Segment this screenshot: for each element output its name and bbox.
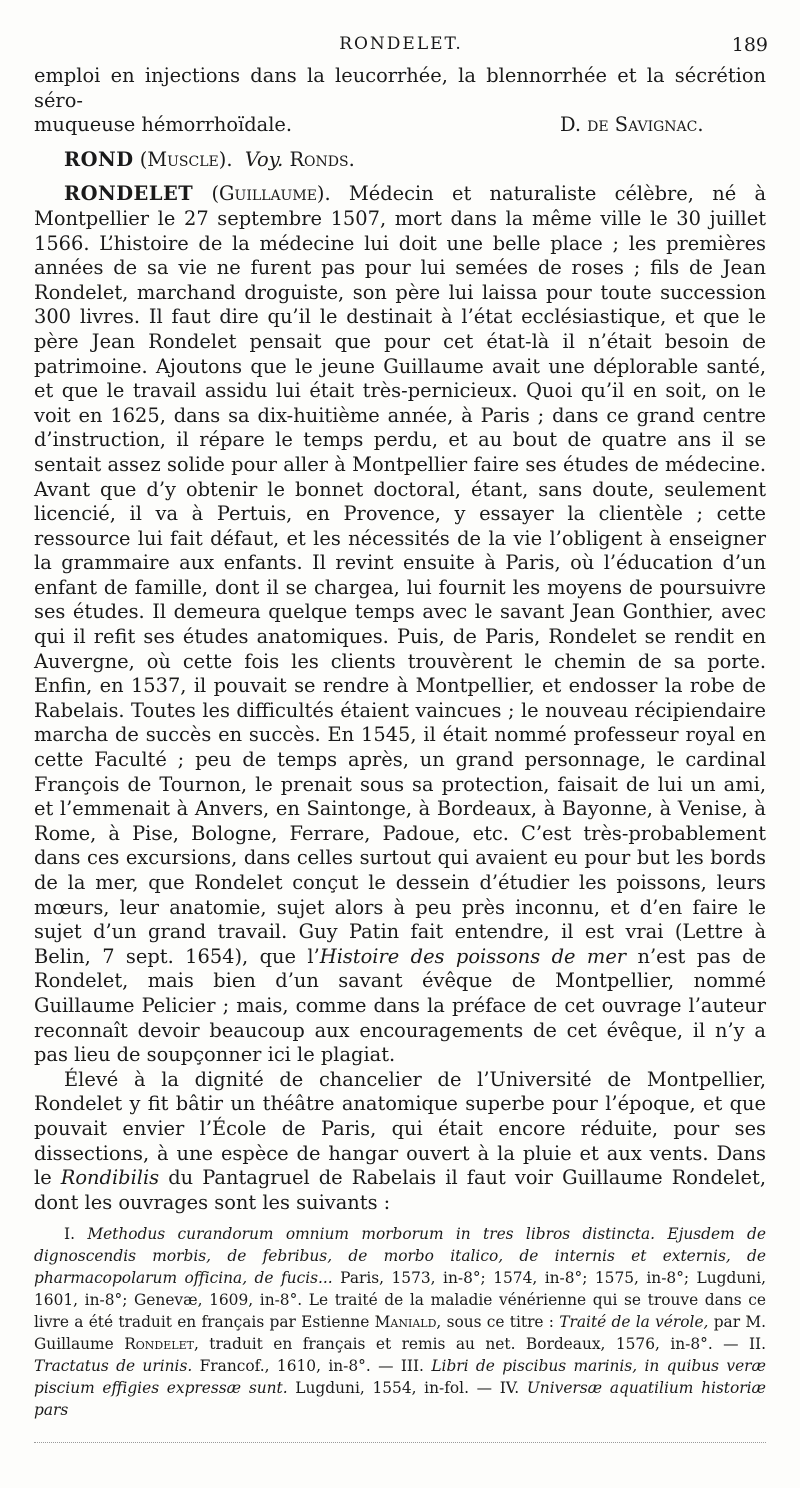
intro-paragraph bbox=[34, 64, 766, 113]
biblio-rondelet: Rondelet bbox=[124, 1335, 194, 1354]
biblio-title-methodus: Methodus curandorum omnium morborum in tres libros distincta. Ejusdem de dignoscendis morbis, de febribus, de morbo italico, de internis et externis, de pharmacopolarum officina, de fucis... bbox=[34, 1225, 766, 1288]
rondelet-paragraph-1-end: n’est pas de Rondelet, mais bien d’un savant évêque de Montpellier, nommé Guillaume Pelicier ; mais, comme dans la préface de cet ouvrage l’auteur reconnaît devoir beaucoup aux encouragements de cet évêque, il n’y a pas lieu de soupçonner ici le plagiat. bbox=[34, 944, 766, 1067]
footer-dotted-rule bbox=[34, 1442, 766, 1443]
qualifier-rondelet: (Guillaume). bbox=[211, 182, 331, 206]
title-histoire-poissons: Histoire des poissons de mer bbox=[319, 944, 627, 968]
biblio-title-piscibus: Libri de piscibus marinis, in quibus veræ piscium effigies expressæ sunt. bbox=[34, 1357, 767, 1398]
biblio-num-1: I. bbox=[64, 1225, 88, 1244]
biblio-text-1: Paris, 1573, in-8°; 1574, in-8°; 1575, in-8°; Lugduni, 1601, in-8°; Genevæ, 1609, in-8°. Le traité de la maladie vénérienne qui se trouve dans ce livre a été traduit en français par Estienne bbox=[34, 1269, 767, 1332]
headword-rondelet: RONDELET bbox=[64, 182, 194, 206]
biblio-text-2: , sous ce titre : bbox=[436, 1313, 560, 1332]
p2-end: du Pantagruel de Rabelais il faut voir Guillaume Rondelet, dont les ouvrages sont les suivants : bbox=[34, 1166, 766, 1214]
author-signature: D. de Savignac. bbox=[560, 113, 704, 137]
page-header bbox=[34, 34, 768, 58]
cross-reference: Ronds. bbox=[289, 147, 355, 171]
biblio-text-6: Lugduni, 1554, in-fol. — IV. bbox=[287, 1379, 527, 1398]
biblio-title-aquatilium: Universæ aquatilium historiæ pars bbox=[34, 1379, 766, 1420]
intro-line-1: emploi en injections dans la leucorrhée, la blennorrhée et la sécrétion séro- bbox=[34, 64, 766, 112]
running-head: RONDELET. bbox=[339, 34, 463, 54]
page-number: 189 bbox=[731, 34, 768, 56]
qualifier-rond: (Muscle). bbox=[139, 147, 233, 171]
entry-rond bbox=[34, 148, 766, 173]
biblio-maniald: Maniald bbox=[374, 1313, 437, 1332]
entry-rondelet bbox=[34, 182, 766, 1067]
title-rondibilis: Rondibilis bbox=[60, 1166, 160, 1190]
biblio-text-3: par M. Guillaume bbox=[34, 1313, 767, 1354]
intro-signature-line bbox=[34, 113, 766, 138]
intro-line-2: muqueuse hémorrhoïdale. bbox=[34, 113, 293, 137]
page-body bbox=[34, 64, 766, 1421]
rondelet-paragraph-1: Médecin et naturaliste célèbre, né à Montpellier le 27 septembre 1507, mort dans la même ville le 30 juillet 1566. L’histoire de la médecine lui doit une belle place ; les premières années de sa vie ne furent pas pour lui semées de roses ; fils de Jean Rondelet, marchand droguiste, son père lui laissa pour toute succession 300 livres. Il faut dire qu’il le destinait à l’état ecclésiastique, et que le père Jean Rondelet pensait que pour cet état-là il n’était besoin de patrimoine. Ajoutons que le jeune Guillaume avait une déplorable santé, et que le travail assidu lui était très-pernicieux. Quoi qu’il en soit, on le voit en 1625, dans sa dix-huitième année, à Paris ; dans ce grand centre d’instruction, il répare le temps perdu, et au bout de quatre ans il se sentait assez solide pour aller à Montpellier faire ses études de médecine. Avant que d’y obtenir le bonnet doctoral, étant, sans doute, seulement licencié, il va à Pertuis, en Provence, y essayer la clientèle ; cette ressource lui fait défaut, et les nécessités de la vie l’obligent à enseigner la grammaire aux enfants. Il revint ensuite à Paris, où l’éducation d’un enfant de famille, dont il se chargea, lui fournit les moyens de poursuivre ses études. Il demeura quelque temps avec le savant Jean Gonthier, avec qui il refit ses études anatomiques. Puis, de Paris, Rondelet se rendit en Auvergne, où cette fois les clients trouvèrent le chemin de sa porte. Enfin, en 1537, il pouvait se rendre à Montpellier, et endosser la robe de Rabelais. Toutes les difficultés étaient vaincues ; le nouveau récipiendaire marcha de succès en succès. En 1545, il était nommé professeur royal en cette Faculté ; peu de temps après, un grand personnage, le cardinal François de Tournon, le prenait sous sa protection, faisait de lui un ami, et l’emmenait à Anvers, en Saintonge, à Bordeaux, à Bayonne, à Venise, à Rome, à Pise, Bologne, Ferrare, Padoue, etc. C’est très-probablement dans ces excursions, dans celles surtout qui avaient eu pour but les bords de la mer, que Rondelet conçut le dessein d’étudier les poissons, leurs mœurs, leur anatomie, sujet alors à peu près inconnu, et d’en faire le sujet d’un grand travail. Guy Patin fait entendre, il est vrai (Lettre à Belin, 7 sept. 1654), que l’ bbox=[34, 182, 767, 968]
biblio-title-urinis: Tractatus de urinis. bbox=[34, 1357, 193, 1376]
rondelet-paragraph-2 bbox=[34, 1068, 766, 1216]
headword-rond: ROND bbox=[64, 147, 134, 171]
p2-start: Élevé à la dignité de chancelier de l’Université de Montpellier, Rondelet y fit bâtir un théâtre anatomique superbe pour l’époque, et que pouvait envier l’École de Paris, qui était encore réduite, pour ses dissections, à une espèce de hangar ouvert à la pluie et aux vents. Dans le bbox=[34, 1067, 766, 1190]
bibliography bbox=[34, 1223, 766, 1421]
biblio-text-4: , traduit en français et remis au net. Bordeaux, 1576, in-8°. — II. bbox=[193, 1335, 767, 1354]
voy-label: Voy. bbox=[244, 147, 284, 171]
biblio-text-5: Francof., 1610, in-8°. — III. bbox=[192, 1357, 432, 1376]
biblio-title-verole: Traité de la vérole, bbox=[559, 1313, 709, 1332]
